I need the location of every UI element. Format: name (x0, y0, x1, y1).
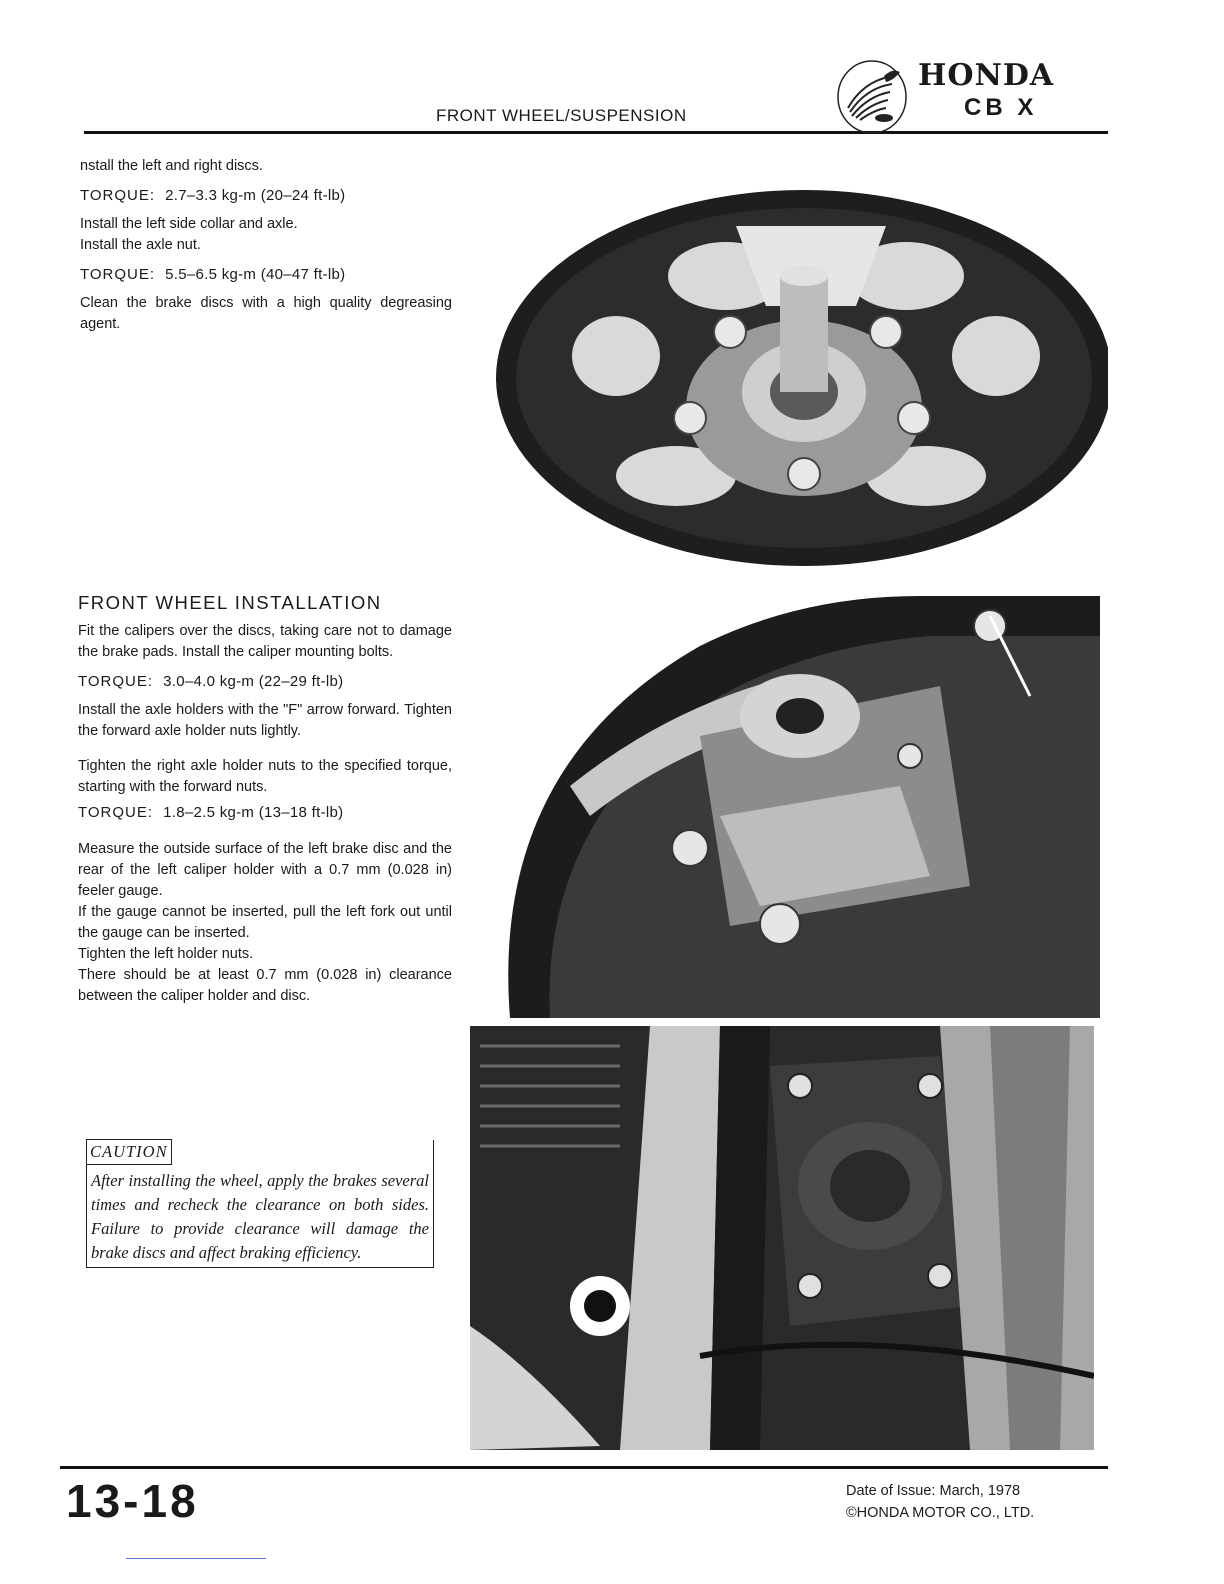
paragraph: nstall the left and right discs. (80, 158, 263, 174)
section-heading: FRONT WHEEL INSTALLATION (78, 592, 382, 613)
caution-label: CAUTION (86, 1139, 172, 1165)
torque-label: TORQUE: (80, 187, 156, 204)
brand-name: HONDA (918, 58, 1055, 93)
copyright: ©HONDA MOTOR CO., LTD. (846, 1505, 1035, 1521)
paragraph: If the gauge cannot be inserted, pull the left fork out until the gauge can be inserted. (78, 904, 452, 941)
torque-value: 1.8–2.5 kg-m (13–18 ft-lb) (163, 804, 344, 821)
honda-wing-icon (834, 58, 912, 136)
issue-date: Date of Issue: March, 1978 (846, 1483, 1021, 1499)
paragraph: Tighten the right axle holder nuts to the specified torque, starting with the forward nuts. (78, 758, 452, 795)
torque-label: TORQUE: (80, 266, 156, 283)
photo-feeler-gauge (470, 1026, 1094, 1450)
paragraph: Install the left side collar and axle. (80, 216, 298, 232)
front-wheel-installation-text (78, 592, 452, 1015)
torque-value: 2.7–3.3 kg-m (20–24 ft-lb) (165, 187, 346, 204)
torque-spec (80, 264, 452, 285)
caution-box (86, 1140, 434, 1268)
caution-text: After installing the wheel, apply the brakes several times and recheck the clearance on both sides. Failure to provide clearance will damage the brake discs and affect braking efficiency. (91, 1171, 429, 1262)
paragraph: Fit the calipers over the discs, taking care not to damage the brake pads. Install the caliper mounting bolts. (78, 623, 452, 660)
issue-info (846, 1480, 1034, 1524)
torque-value: 5.5–6.5 kg-m (40–47 ft-lb) (165, 266, 346, 283)
paragraph: Install the axle nut. (80, 237, 201, 253)
paragraph: Clean the brake discs with a high quality degreasing agent. (80, 295, 452, 332)
paragraph: There should be at least 0.7 mm (0.028 in) clearance between the caliper holder and disc. (78, 967, 452, 1004)
page-number: 13-18 (66, 1475, 199, 1527)
torque-label: TORQUE: (78, 673, 154, 690)
section-title: FRONT WHEEL/SUSPENSION (436, 106, 687, 125)
photo-caliper-installation (470, 586, 1100, 1018)
footer-rule (60, 1466, 1108, 1469)
paragraph: Install the axle holders with the "F" arrow forward. Tighten the forward axle holder nuts lightly. (78, 702, 452, 739)
header-rule (84, 131, 1108, 134)
torque-spec (78, 671, 452, 692)
torque-spec (78, 802, 452, 823)
paragraph: Measure the outside surface of the left brake disc and the rear of the left caliper holder with a 0.7 mm (0.028 in) feeler gauge. (78, 841, 452, 899)
torque-value: 3.0–4.0 kg-m (22–29 ft-lb) (163, 673, 344, 690)
torque-spec (80, 185, 452, 206)
disc-install-text (80, 156, 452, 343)
torque-label: TORQUE: (78, 804, 154, 821)
photo-brake-disc (486, 156, 1108, 576)
decorative-line (126, 1558, 266, 1559)
paragraph: Tighten the left holder nuts. (78, 946, 254, 962)
model-name: CB X (964, 94, 1038, 121)
